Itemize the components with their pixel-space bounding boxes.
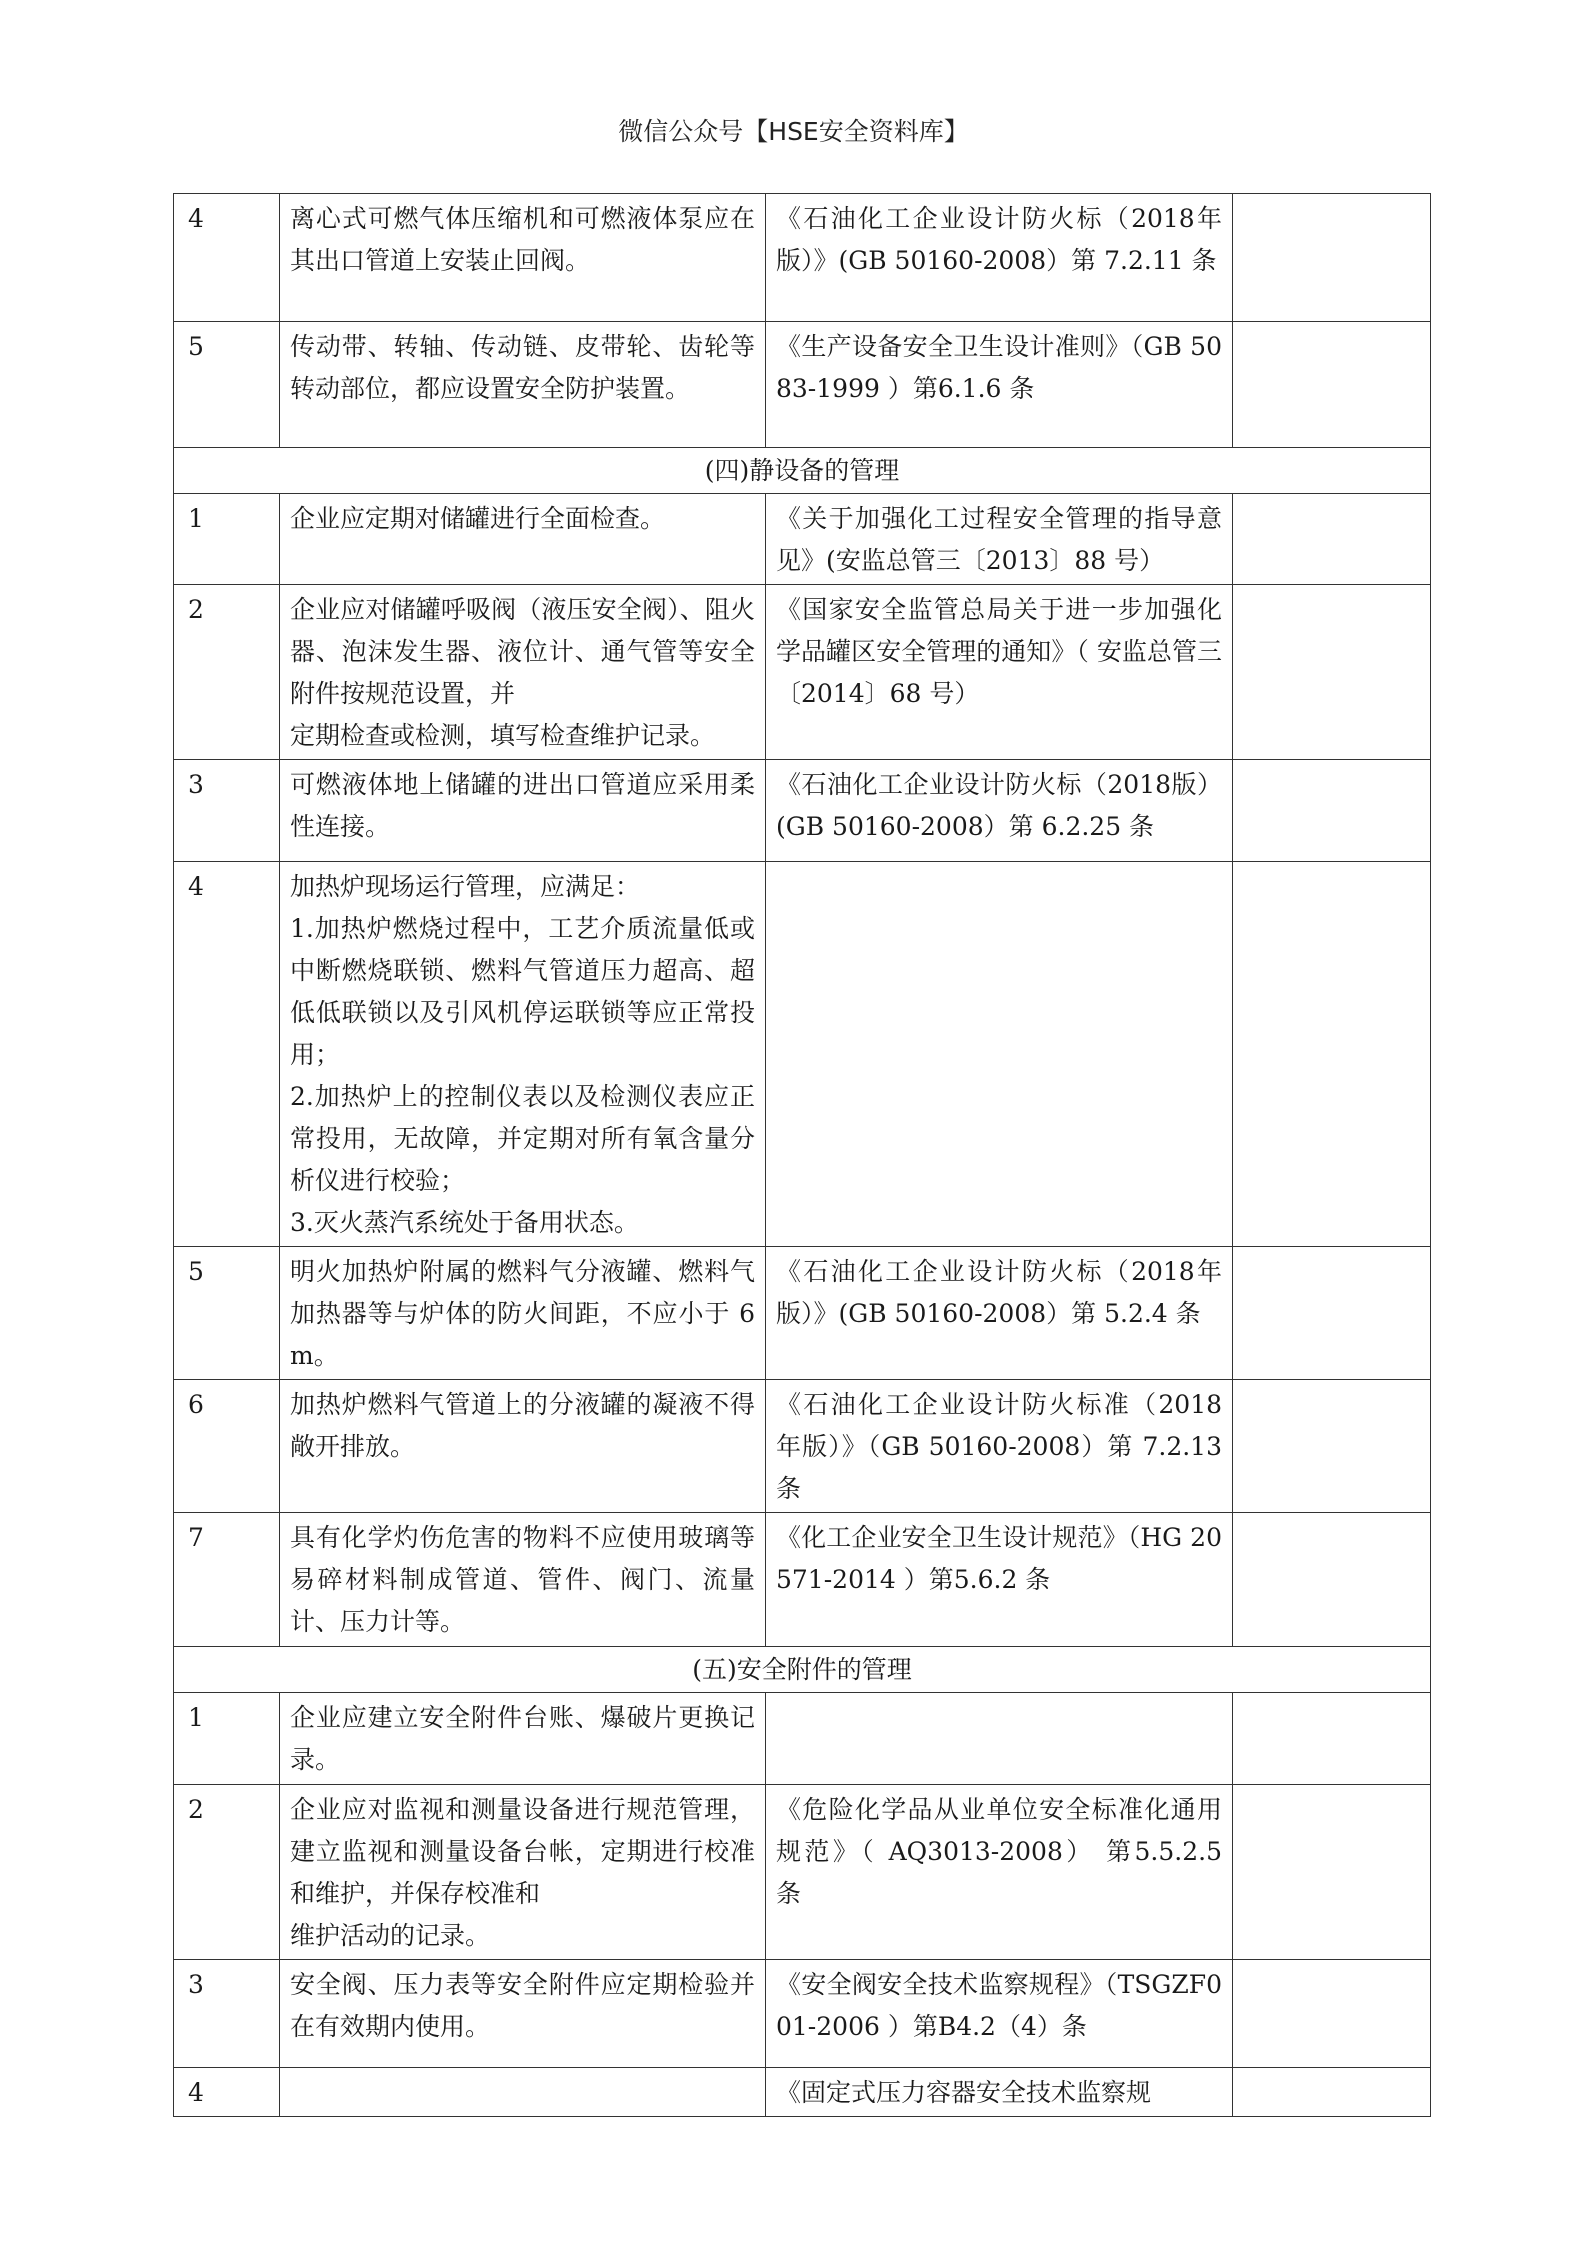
item-number: 2 — [174, 585, 280, 760]
requirement-text: 加热炉现场运行管理，应满足： — [290, 872, 641, 901]
basis-text: 《石油化工企业设计防火标（2018年版）》(GB 50160-2008）第 7.2.11 条 — [776, 204, 1222, 275]
requirement-text: 明火加热炉附属的燃料气分液罐、燃料气加热器等与炉体的防火间距，不应小于 6m。 — [290, 1257, 755, 1370]
item-number: 1 — [174, 494, 280, 585]
requirement-cell — [280, 585, 766, 760]
table-row — [174, 1693, 1431, 1785]
basis-text: 《固定式压力容器安全技术监察规 — [776, 2078, 1152, 2107]
requirement-text: 具有化学灼伤危害的物料不应使用玻璃等易碎材料制成管道、管件、阀门、流量计、压力计等。 — [290, 1523, 755, 1636]
table-row — [174, 1513, 1431, 1647]
remarks-cell — [1233, 494, 1431, 585]
section-title: (五)安全附件的管理 — [174, 1647, 1431, 1693]
basis-text: 《危险化学品从业单位安全标准化通用规范》（ AQ3013-2008） 第5.5.2.5 条 — [776, 1795, 1230, 1908]
requirement-cell — [280, 1380, 766, 1513]
table-row — [174, 1785, 1431, 1960]
item-number: 3 — [174, 760, 280, 862]
requirement-text: 可燃液体地上储罐的进出口管道应采用柔性连接。 — [290, 770, 755, 841]
item-number: 3 — [174, 1960, 280, 2068]
basis-cell — [766, 1380, 1233, 1513]
requirement-cell — [280, 494, 766, 585]
remarks-cell — [1233, 1693, 1431, 1785]
remarks-cell — [1233, 1960, 1431, 2068]
remarks-cell — [1233, 760, 1431, 862]
remarks-cell — [1233, 1247, 1431, 1380]
basis-cell — [766, 1513, 1233, 1647]
requirement-text: 3.灭火蒸汽系统处于备用状态。 — [290, 1208, 639, 1237]
basis-text: 《石油化工企业设计防火标（2018版）(GB 50160-2008）第 6.2.25 条 — [776, 770, 1222, 841]
remarks-cell — [1233, 322, 1431, 448]
table-row — [174, 1960, 1431, 2068]
requirement-cell — [280, 1693, 766, 1785]
requirement-text: 企业应对监视和测量设备进行规范管理，建立监视和测量设备台帐，定期进行校准和维护，并保存校准和 — [290, 1795, 755, 1908]
basis-cell — [766, 194, 1233, 322]
section-title: (四)静设备的管理 — [174, 448, 1431, 494]
item-number: 1 — [174, 1693, 280, 1785]
requirement-text: 企业应建立安全附件台账、爆破片更换记录。 — [290, 1703, 755, 1774]
table-row — [174, 1247, 1431, 1380]
requirement-text: 维护活动的记录。 — [290, 1921, 491, 1950]
table-row — [174, 862, 1431, 1247]
table-row — [174, 760, 1431, 862]
requirement-text: 定期检查或检测，填写检查维护记录。 — [290, 721, 716, 750]
requirement-cell — [280, 2068, 766, 2117]
remarks-cell — [1233, 1380, 1431, 1513]
requirement-text: 安全阀、压力表等安全附件应定期检验并在有效期内使用。 — [290, 1970, 755, 2041]
table-row — [174, 494, 1431, 585]
table-row — [174, 1380, 1431, 1513]
item-number: 4 — [174, 2068, 280, 2117]
item-number: 5 — [174, 1247, 280, 1380]
basis-cell — [766, 1693, 1233, 1785]
table-row — [174, 194, 1431, 322]
remarks-cell — [1233, 1785, 1431, 1960]
basis-cell — [766, 862, 1233, 1247]
item-number: 5 — [174, 322, 280, 448]
basis-text: 《关于加强化工过程安全管理的指导意见》(安监总管三〔2013〕88 号） — [776, 504, 1222, 575]
page-header: 微信公众号【HSE安全资料库】 — [618, 117, 969, 146]
requirement-cell — [280, 194, 766, 322]
table-row — [174, 322, 1431, 448]
requirement-cell — [280, 1785, 766, 1960]
basis-cell — [766, 322, 1233, 448]
basis-text: 《石油化工企业设计防火标（2018年版）》(GB 50160-2008）第 5.2.4 条 — [776, 1257, 1222, 1328]
requirement-text: 离心式可燃气体压缩机和可燃液体泵应在其出口管道上安装止回阀。 — [290, 204, 755, 275]
basis-cell — [766, 1960, 1233, 2068]
requirement-text: 加热炉燃料气管道上的分液罐的凝液不得敞开排放。 — [290, 1390, 755, 1461]
item-number: 2 — [174, 1785, 280, 1960]
remarks-cell — [1233, 585, 1431, 760]
item-number: 6 — [174, 1380, 280, 1513]
requirement-text: 传动带、转轴、传动链、皮带轮、齿轮等转动部位，都应设置安全防护装置。 — [290, 332, 755, 403]
basis-cell — [766, 1247, 1233, 1380]
requirement-cell — [280, 1513, 766, 1647]
requirement-text: 2.加热炉上的控制仪表以及检测仪表应正常投用，无故障，并定期对所有氧含量分析仪进行校验； — [290, 1082, 755, 1195]
basis-cell — [766, 585, 1233, 760]
requirement-cell — [280, 862, 766, 1247]
item-number: 4 — [174, 194, 280, 322]
table-row — [174, 585, 1431, 760]
requirement-text: 1.加热炉燃烧过程中，工艺介质流量低或中断燃烧联锁、燃料气管道压力超高、超低低联锁以及引风机停运联锁等应正常投用； — [290, 914, 755, 1069]
section-header-row — [174, 1647, 1431, 1693]
inspection-table — [173, 193, 1431, 2117]
basis-cell — [766, 494, 1233, 585]
remarks-cell — [1233, 1513, 1431, 1647]
item-number: 7 — [174, 1513, 280, 1647]
basis-text: 《石油化工企业设计防火标准（2018 年版）》（GB 50160-2008）第 7.2.13 条 — [776, 1390, 1230, 1503]
basis-text: 《生产设备安全卫生设计准则》（GB 5083-1999 ）第6.1.6 条 — [776, 332, 1222, 403]
requirement-cell — [280, 1247, 766, 1380]
basis-cell — [766, 760, 1233, 862]
basis-text: 《安全阀安全技术监察规程》（TSGZF001-2006 ）第B4.2（4）条 — [776, 1970, 1222, 2041]
basis-cell — [766, 1785, 1233, 1960]
requirement-text: 企业应对储罐呼吸阀（液压安全阀）、阻火器、泡沫发生器、液位计、通气管等安全附件按规范设置，并 — [290, 595, 755, 708]
table-row — [174, 2068, 1431, 2117]
basis-text: 《国家安全监管总局关于进一步加强化学品罐区安全管理的通知》（ 安监总管三〔2014〕68 号） — [776, 595, 1222, 708]
remarks-cell — [1233, 194, 1431, 322]
basis-text: 《化工企业安全卫生设计规范》（HG 20571-2014 ）第5.6.2 条 — [776, 1523, 1222, 1594]
requirement-cell — [280, 1960, 766, 2068]
remarks-cell — [1233, 862, 1431, 1247]
item-number: 4 — [174, 862, 280, 1247]
requirement-text: 企业应定期对储罐进行全面检查。 — [290, 504, 666, 533]
requirement-cell — [280, 322, 766, 448]
section-header-row — [174, 448, 1431, 494]
requirement-cell — [280, 760, 766, 862]
remarks-cell — [1233, 2068, 1431, 2117]
basis-cell — [766, 2068, 1233, 2117]
